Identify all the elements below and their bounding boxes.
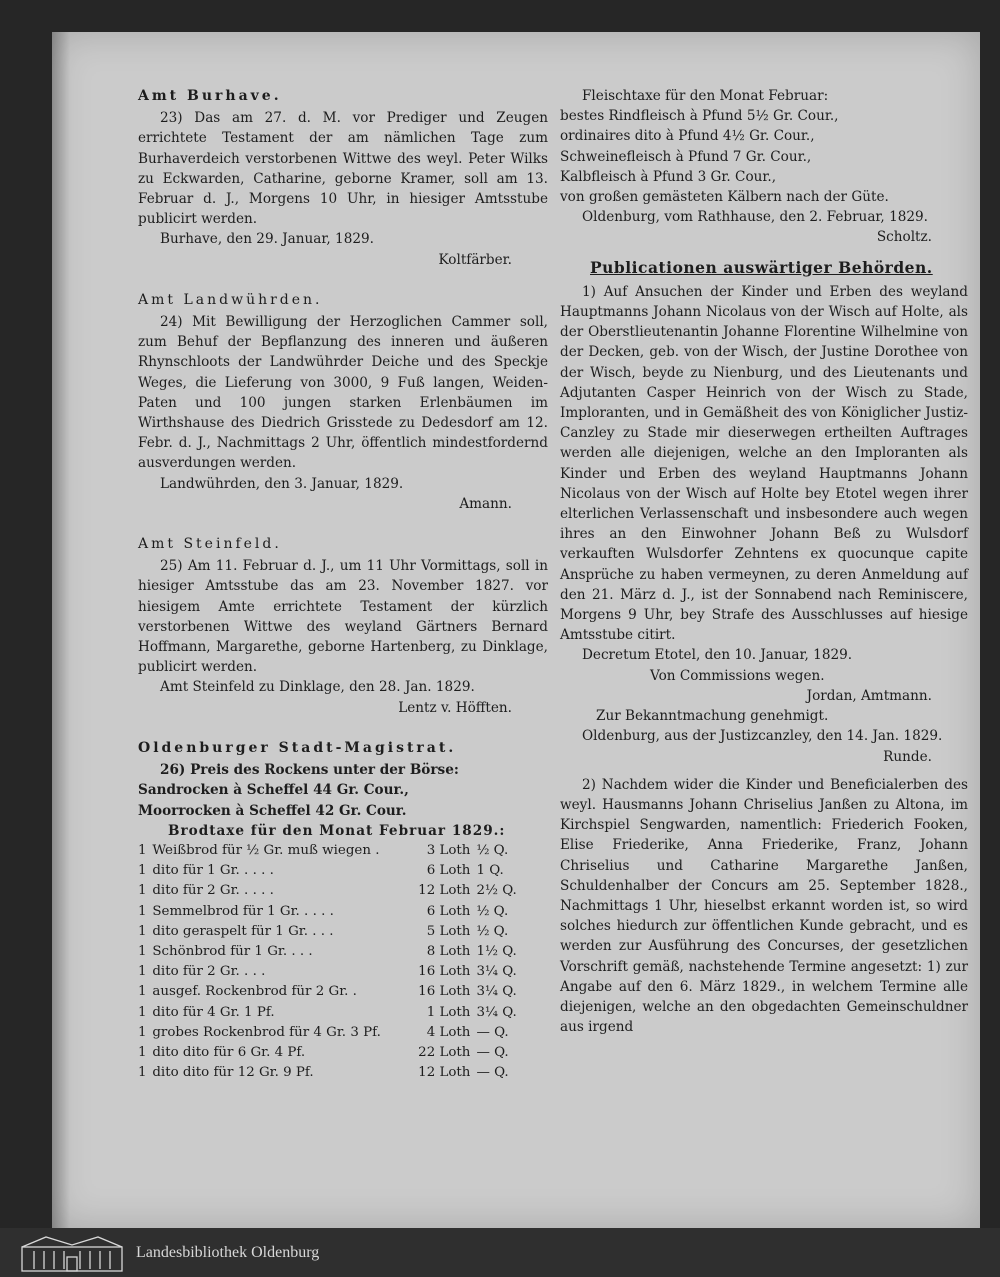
row-count: 1	[138, 1024, 147, 1040]
left-column	[138, 86, 548, 1083]
row-count: 1	[138, 923, 147, 939]
brodtaxe-row	[138, 1063, 538, 1083]
row-count: 1	[138, 883, 147, 899]
brodtaxe-row	[138, 861, 538, 881]
library-footer	[0, 1228, 1000, 1277]
row-weight: 12 Loth	[418, 1065, 471, 1081]
justizcanzley-place-date: Oldenburg, aus der Justizcanzley, den 14. Jan. 1829.	[582, 728, 943, 745]
library-building-icon	[20, 1233, 124, 1273]
brodtaxe-row	[138, 942, 538, 962]
row-weight: 3 Loth	[426, 842, 471, 858]
row-quentchen: ½ Q.	[476, 842, 509, 858]
row-quentchen: — Q.	[476, 1024, 509, 1040]
row-weight: 16 Loth	[418, 984, 471, 1000]
kalbfleisch-line: Kalbfleisch à Pfund 3 Gr. Cour.,	[560, 168, 777, 185]
heading-publicationen: Publicationen auswärtiger Behörden.	[590, 257, 933, 277]
row-item: ausgef. Rockenbrod für 2 Gr. .	[152, 984, 357, 1000]
brodtaxe-row	[138, 1003, 538, 1023]
row-item: dito dito für 12 Gr. 9 Pf.	[152, 1065, 314, 1081]
row-weight: 6 Loth	[426, 863, 471, 879]
heading-amt-burhave: Amt Burhave.	[138, 88, 282, 104]
row-quentchen: 3¼ Q.	[476, 1004, 517, 1020]
row-item: dito dito für 6 Gr. 4 Pf.	[152, 1044, 306, 1060]
row-weight: 16 Loth	[418, 964, 471, 980]
row-weight: 12 Loth	[418, 883, 471, 899]
approval-line: Zur Bekanntmachung genehmigt.	[596, 708, 829, 725]
ordinaires-line: ordinaires dito à Pfund 4½ Gr. Cour.,	[560, 128, 815, 145]
heading-stadt-magistrat: Oldenburger Stadt-Magistrat.	[138, 739, 457, 756]
steinfeld-place-date: Amt Steinfeld zu Dinklage, den 28. Jan. 1829.	[160, 679, 475, 696]
row-weight: 22 Loth	[418, 1044, 471, 1060]
row-count: 1	[138, 863, 147, 879]
sandrocken-line: Sandrocken à Scheffel 44 Gr. Cour.,	[138, 782, 409, 799]
decretum-line: Decretum Etotel, den 10. Januar, 1829.	[582, 647, 853, 664]
brodtaxe-row	[138, 962, 538, 982]
publication-2: 2) Nachdem wider die Kinder und Beneficialerben des weyl. Hausmanns Johann Chriselius Janßen zu Altona, im Kirchspiel Sengwarden, namentlich: Friederich Fooken, Elise Friederike, Anna Friederike, Franz, Johann Chriselius und Catharine Margarethe Janßen, Schuldenhalber der Concurs am 25. September 1828., Nachmittags 1 Uhr, hieselbst erkannt worden ist, so wird solches hiedurch zur öffentlichen Kunde gebracht, und es werden zur Ausführung des Concurses, der gesetzlichen Vorschrift gemäß, nachstehende Termine angesetzt: 1) zur Angabe auf den 6. März 1829., in welchem Termine alle diejenigen, welche an den obgedachten Gemeinschuldner aus irgend	[560, 776, 968, 1036]
row-item: dito geraspelt für 1 Gr. . . .	[152, 923, 334, 939]
notice-25: 25) Am 11. Februar d. J., um 11 Uhr Vormittags, soll in hiesiger Amtsstube das am 23. November 1827. vor hiesigem Amte errichtete Testament der kürzlich verstorbenen Wittwe des weyland Gärtners Bernard Hoffmann, Margarethe, geborne Hartenberg, zu Dinklage, publicirt werden.	[138, 558, 548, 676]
fleisch-place-date: Oldenburg, vom Rathhause, den 2. Februar, 1829.	[582, 209, 928, 226]
notice-24: 24) Mit Bewilligung der Herzoglichen Cammer soll, zum Behuf der Bepflanzung des inneren und äußeren Rhynschloots der Landwührder Deiche und des Speckje Weges, die Lieferung von 3000, 9 Fuß langen, Weiden-Paten und 100 jungen starken Erlenbäumen im Wirthshause des Diedrich Grisstede zu Dedesdorf am 12. Febr. d. J., Nachmittags 2 Uhr, öffentlich mindestfordernd ausverdungen werden.	[138, 314, 548, 472]
row-count: 1	[138, 1044, 147, 1060]
row-count: 1	[138, 1004, 147, 1020]
row-item: Semmelbrod für 1 Gr. . . . .	[152, 903, 334, 919]
brodtaxe-row	[138, 982, 538, 1002]
brodtaxe-row	[138, 922, 538, 942]
row-weight: 6 Loth	[426, 903, 471, 919]
row-quentchen: 1½ Q.	[476, 943, 517, 959]
row-quentchen: ½ Q.	[476, 903, 509, 919]
right-column	[560, 86, 968, 1037]
fleischtaxe-title: Fleischtaxe für den Monat Februar:	[582, 88, 829, 104]
brodtaxe-row	[138, 1023, 538, 1043]
rindfleisch-line: bestes Rindfleisch à Pfund 5½ Gr. Cour.,	[560, 108, 839, 125]
row-item: dito für 1 Gr. . . . .	[152, 863, 274, 879]
brodtaxe-row	[138, 1043, 538, 1063]
row-count: 1	[138, 842, 147, 858]
burhave-signature: Koltfärber.	[438, 251, 512, 268]
heading-amt-steinfeld: Amt Steinfeld.	[138, 536, 282, 553]
schweinefleisch-line: Schweinefleisch à Pfund 7 Gr. Cour.,	[560, 148, 812, 165]
row-weight: 8 Loth	[426, 943, 471, 959]
row-quentchen: ½ Q.	[476, 923, 509, 939]
row-count: 1	[138, 943, 147, 959]
row-count: 1	[138, 984, 147, 1000]
row-quentchen: — Q.	[476, 1065, 509, 1081]
row-quentchen: 3¼ Q.	[476, 964, 517, 980]
row-item: dito für 4 Gr. 1 Pf.	[152, 1004, 275, 1020]
row-quentchen: 3¼ Q.	[476, 984, 517, 1000]
rocken-price-line: 26) Preis des Rockens unter der Börse:	[160, 762, 459, 779]
heading-amt-landwuehrden: Amt Landwührden.	[138, 291, 323, 308]
row-weight: 4 Loth	[426, 1024, 471, 1040]
burhave-place-date: Burhave, den 29. Januar, 1829.	[160, 231, 374, 248]
brodtaxe-row	[138, 881, 538, 901]
row-weight: 1 Loth	[426, 1004, 471, 1020]
row-item: Weißbrod für ½ Gr. muß wiegen .	[152, 842, 380, 858]
row-item: Schönbrod für 1 Gr. . . .	[152, 943, 313, 959]
jordan-signature: Jordan, Amtmann.	[806, 687, 932, 704]
notice-23: 23) Das am 27. d. M. vor Prediger und Zeugen errichtete Testament der am nämlichen Tage zum Burhaverdeich verstorbenen Wittwe des weyl. Peter Wilks zu Eckwarden, Catharine, geborne Kramer, soll am 13. Februar d. J., Morgens 10 Uhr, in hiesiger Amtsstube publicirt werden.	[138, 110, 548, 228]
row-quentchen: 2½ Q.	[476, 883, 517, 899]
runde-signature: Runde.	[883, 748, 932, 765]
brodtaxe-row	[138, 841, 538, 861]
landwuehrden-place-date: Landwührden, den 3. Januar, 1829.	[160, 475, 404, 492]
row-quentchen: 1 Q.	[476, 863, 504, 879]
brodtaxe-table	[138, 841, 538, 1083]
kaelber-line: von großen gemästeten Kälbern nach der Güte.	[560, 189, 889, 206]
row-item: dito für 2 Gr. . . . .	[152, 883, 274, 899]
commission-line: Von Commissions wegen.	[650, 667, 825, 684]
row-weight: 5 Loth	[426, 923, 471, 939]
row-item: grobes Rockenbrod für 4 Gr. 3 Pf.	[152, 1024, 381, 1040]
fleisch-signature: Scholtz.	[876, 229, 932, 246]
moorrocken-line: Moorrocken à Scheffel 42 Gr. Cour.	[138, 802, 407, 819]
library-name: Landesbibliothek Oldenburg	[136, 1243, 320, 1261]
steinfeld-signature: Lentz v. Höfften.	[398, 699, 512, 716]
landwuehrden-signature: Amann.	[459, 495, 512, 512]
row-count: 1	[138, 903, 147, 919]
row-count: 1	[138, 964, 147, 980]
publication-1: 1) Auf Ansuchen der Kinder und Erben des weyland Hauptmanns Johann Nicolaus von der Wisch auf Holte, als der Oberstlieutenantin Johanne Florentine Wilhelmine von der Decken, geb. von der Wisch, der Justine Dorothee von der Wisch, beyde zu Nienburg, und des Lieutenants und Adjutanten Casper Heinrich von der Wisch zu Stade, Imploranten, und in Gemäßheit des von Königlicher Justiz-Canzley zu Stade mir dieserwegen ertheilten Auftrages werden alle diejenigen, welche an den Imploranten als Kinder und Erben des weyland Hauptmanns Johann Nicolaus von der Wisch auf Holte bey Etotel wegen ihrer elterlichen Verlassenschaft und insbesondere auch wegen ihres an den Einwohner Johann Beß zu Wulsdorf verkauften Wulsdorfer Zehntens ex quocunque capite Ansprüche zu haben vermeynen, zu deren Anmeldung auf den 21. März d. J., ist der Sonnabend nach Reminiscere, Morgens 9 Uhr, bey Strafe des Ausschlusses auf hiesige Amtsstube citirt.	[560, 283, 968, 644]
row-quentchen: — Q.	[476, 1044, 509, 1060]
brodtaxe-row	[138, 902, 538, 922]
brodtaxe-title: Brodtaxe für den Monat Februar 1829.:	[168, 822, 506, 839]
row-item: dito für 2 Gr. . . .	[152, 964, 266, 980]
row-count: 1	[138, 1065, 147, 1081]
